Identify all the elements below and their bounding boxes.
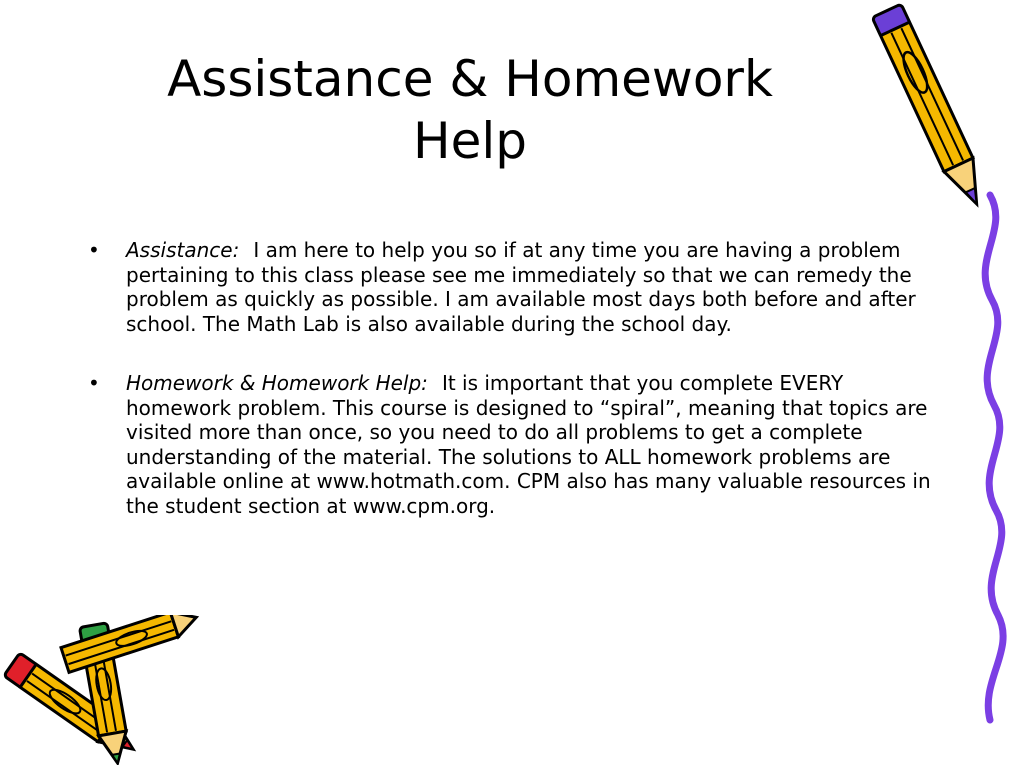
list-item [88,238,938,336]
pencil-icon [0,615,210,765]
bullet-list [88,238,938,553]
bullet-lead: Assistance: [126,238,240,262]
title-line-2: Help [413,112,527,170]
bullet-lead: Homework & Homework Help: [126,371,428,395]
bullet-text: I am here to help you so if at any time you are having a problem pertaining to this class please see me immediately so that we can remedy the problem as quickly as possible. I am available most days both before and after school. The Math Lab is also available during the school day. [126,238,916,336]
bullet-marker: • [88,371,100,395]
bullet-text: It is important that you complete EVERY homework problem. This course is designed to “spiral”, meaning that topics are visited more than once, so you need to do all problems to get a complete understanding of the material. The solutions to ALL homework problems are available online at www.hotmath.com. CPM also has many valuable resources in the student section at www.cpm.org. [126,371,931,518]
title-line-1: Assistance & Homework [167,50,773,108]
bullet-marker: • [88,238,100,262]
list-item [88,371,938,518]
squiggle-line-icon [950,190,1024,725]
page-title [60,48,880,172]
